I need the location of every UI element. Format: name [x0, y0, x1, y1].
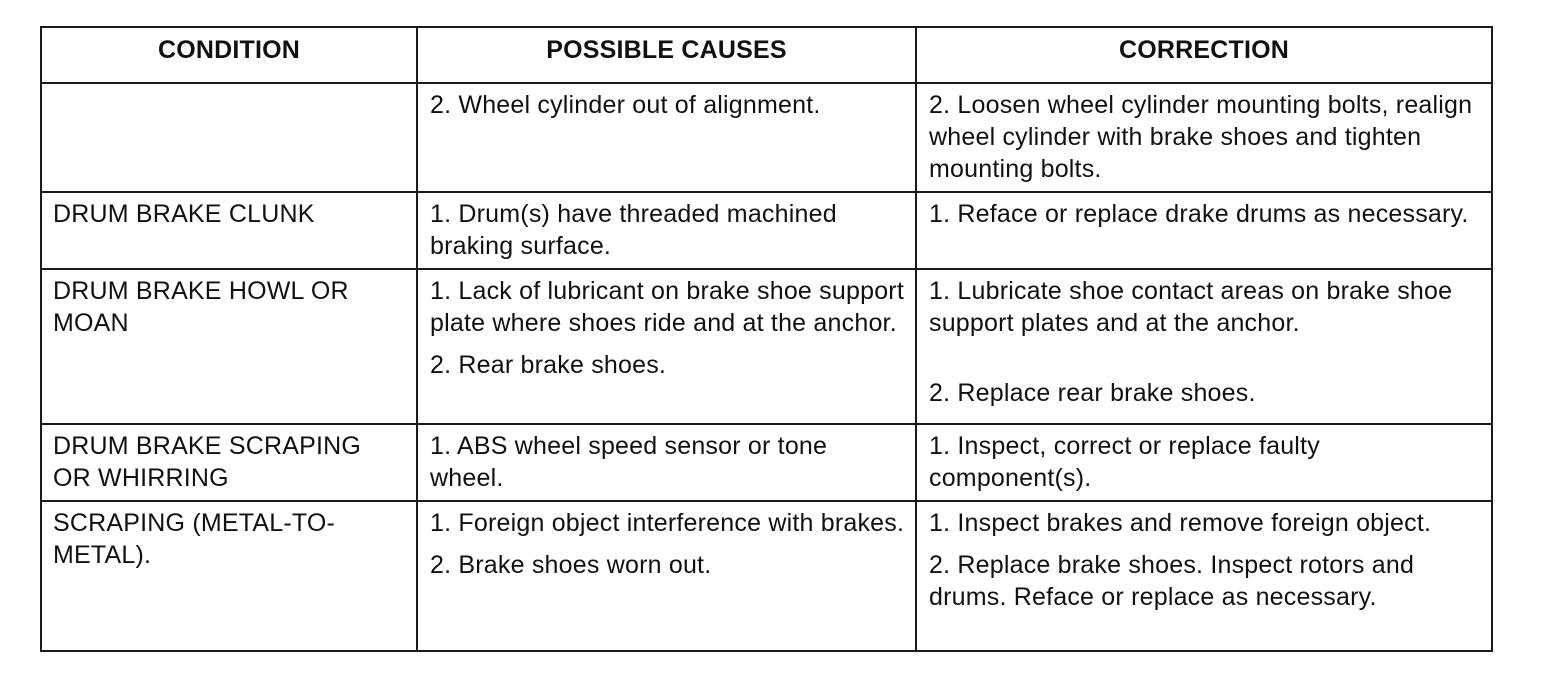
causes-cell	[417, 424, 916, 501]
correction-item: 2. Replace brake shoes. Inspect rotors and drums. Reface or replace as necessary.	[929, 551, 1415, 611]
cause-item: 1. Drum(s) have threaded machined braking surface.	[430, 200, 837, 260]
correction-item: 1. Reface or replace drake drums as necessary.	[929, 200, 1469, 228]
cause-item: 2. Brake shoes worn out.	[430, 551, 712, 579]
cause-item: 2. Rear brake shoes.	[430, 351, 667, 379]
header-possible-causes: POSSIBLE CAUSES	[417, 27, 916, 83]
condition-cell	[41, 83, 417, 192]
condition-cell: DRUM BRAKE HOWL OR MOAN	[41, 269, 417, 424]
correction-cell	[916, 83, 1492, 192]
table-row	[41, 83, 1492, 192]
header-correction: CORRECTION	[916, 27, 1492, 83]
cause-item: 2. Wheel cylinder out of alignment.	[430, 91, 821, 119]
table-row	[41, 424, 1492, 501]
condition-cell: DRUM BRAKE CLUNK	[41, 192, 417, 269]
causes-cell	[417, 269, 916, 424]
table-row	[41, 501, 1492, 651]
table-row	[41, 192, 1492, 269]
correction-cell	[916, 501, 1492, 651]
table-row	[41, 269, 1492, 424]
header-condition: CONDITION	[41, 27, 417, 83]
correction-item: 1. Lubricate shoe contact areas on brake shoe support plates and at the anchor.	[929, 277, 1453, 337]
correction-cell	[916, 192, 1492, 269]
correction-item: 1. Inspect brakes and remove foreign object.	[929, 509, 1432, 537]
cause-item: 1. Foreign object interference with brakes.	[430, 509, 905, 537]
correction-item: 2. Loosen wheel cylinder mounting bolts, realign wheel cylinder with brake shoes and tighten mounting bolts.	[929, 91, 1473, 183]
causes-cell	[417, 192, 916, 269]
causes-cell	[417, 501, 916, 651]
condition-cell: SCRAPING (METAL-TO-METAL).	[41, 501, 417, 651]
condition-cell: DRUM BRAKE SCRAPING OR WHIRRING	[41, 424, 417, 501]
correction-item: 2. Replace rear brake shoes.	[929, 379, 1256, 407]
cause-item: 1. ABS wheel speed sensor or tone wheel.	[430, 432, 828, 492]
correction-cell	[916, 269, 1492, 424]
causes-cell	[417, 83, 916, 192]
header-row	[41, 27, 1492, 83]
diagnosis-table	[40, 26, 1493, 652]
cause-item: 1. Lack of lubricant on brake shoe support plate where shoes ride and at the anchor.	[430, 277, 904, 337]
correction-cell	[916, 424, 1492, 501]
correction-item: 1. Inspect, correct or replace faulty component(s).	[929, 432, 1320, 492]
